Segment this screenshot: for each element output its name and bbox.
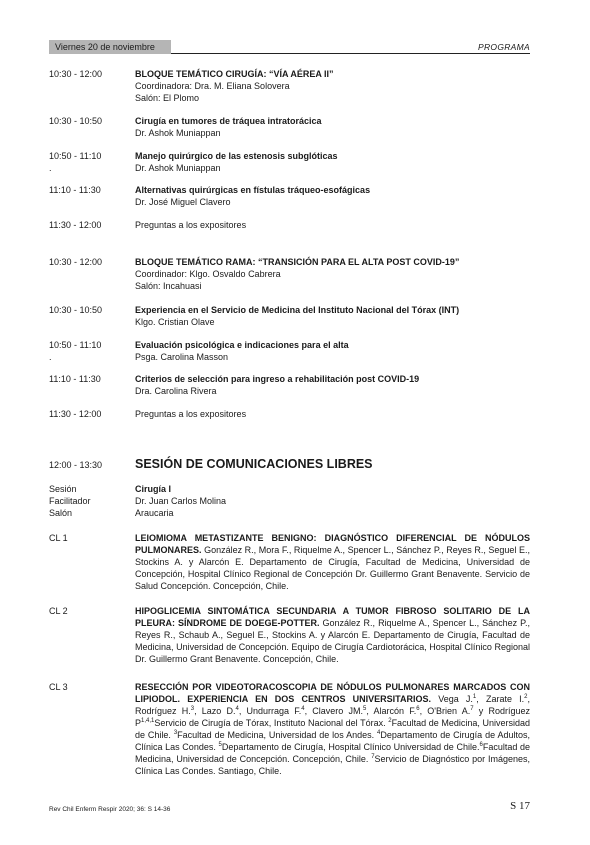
room: Salón: El Plomo (135, 93, 200, 103)
time: 10:50 - 11:10 . (49, 340, 102, 362)
program-talk (49, 219, 530, 231)
abstract-text (135, 605, 530, 665)
speaker: Dr. Ashok Muniappan (135, 128, 221, 138)
abstract-code: CL 1 (49, 533, 68, 543)
talk-title: Preguntas a los expositores (135, 409, 247, 419)
program-talk (49, 150, 530, 174)
talk-title: Experiencia en el Servicio de Medicina del Instituto Nacional del Tórax (INT) (135, 305, 460, 315)
program-talk (49, 304, 530, 328)
session-info (49, 483, 530, 519)
abstract-body: González R., Riquelme A., Spencer L., Sánchez P., Reyes R., Schaub A., Seguel E., Stockins A. y Alarcón E. Departamento de Cirugía, Facultad de Medicina, Universidad de Concepción. Equipo de Cirugía Cardiotorácica, Hospital Clínico Regional Dr. Guillermo Grant Benavente. Concepción, Chile. (135, 618, 531, 664)
talk-title: Cirugía en tumores de tráquea intratorácica (135, 116, 322, 126)
coordinator: Coordinador: Klgo. Osvaldo Cabrera (135, 269, 281, 279)
program-talk (49, 373, 530, 397)
talk-title: Evaluación psicológica e indicaciones para el alta (135, 340, 349, 350)
block-title: BLOQUE TEMÁTICO RAMA: “TRANSICIÓN PARA EL ALTA POST COVID-19” (135, 257, 460, 267)
block-title: BLOQUE TEMÁTICO CIRUGÍA: “VÍA AÉREA II” (135, 69, 334, 79)
talk-title: Preguntas a los expositores (135, 220, 247, 230)
speaker: Dr. Ashok Muniappan (135, 163, 221, 173)
header-section: PROGRAMA (478, 42, 530, 52)
talk-title: Manejo quirúrgico de las estenosis subglóticas (135, 151, 338, 161)
time: 11:10 - 11:30 (49, 374, 101, 384)
abstract-cl3 (49, 681, 530, 777)
coordinator: Coordinadora: Dra. M. Eliana Solovera (135, 81, 290, 91)
program-talk (49, 408, 530, 420)
facilitator-label: Facilitador (49, 496, 91, 506)
talk-title: Alternativas quirúrgicas en fístulas tráqueo-esofágicas (135, 185, 371, 195)
program-talk (49, 115, 530, 139)
time: 10:30 - 12:00 (49, 257, 103, 267)
abstract-cl1 (49, 532, 530, 592)
speaker: Dra. Carolina Rivera (135, 386, 217, 396)
room-label: Salón (49, 508, 73, 518)
time: 11:30 - 12:00 (49, 409, 102, 419)
abstract-code: CL 2 (49, 606, 68, 616)
time: 12:00 - 13:30 (49, 460, 103, 470)
abstract-title: RESECCIÓN POR VIDEOTORACOSCOPIA DE NÓDULOS PULMONARES MARCADOS CON LIPIODOL. EXPERIENCIA EN DOS CENTROS UNIVERSITARIOS. (135, 682, 530, 704)
abstract-cl2 (49, 605, 530, 665)
journal-citation: Rev Chil Enferm Respir 2020; 36: S 14-36 (49, 806, 171, 813)
program-talk (49, 339, 530, 363)
session-value: Cirugía I (135, 484, 172, 494)
speaker: Dr. José Miguel Clavero (135, 197, 231, 207)
abstract-text: RESECCIÓN POR VIDEOTORACOSCOPIA DE NÓDULOS PULMONARES MARCADOS CON LIPIODOL. EXPERIENCIA EN DOS CENTROS UNIVERSITARIOS. Vega J.$^1$, Zarate I.$^2$, Rodríguez H.$^3$, Lazo D.$^4$, Undurraga F.$^4$, Clavero JM.$^5$, Alarcón F.$^6$, O'Brien A.$^7$ y Rodríguez P$^{1,4,1}$Servicio de Cirugía de Tórax, Instituto Nacional del Tórax. $^2$Facultad de Medicina, Universidad de Chile. $^3$Facultad de Medicina, Universidad de los Andes. $^4$Departamento de Cirugía de Adultos, Clínica Las Condes. $^5$Departamento de Cirugía, Hospital Clínico Universidad de Chile.$^6$Facultad de Medicina, Universidad de Concepción. Concepción, Chile. $^7$Servicio de Diagnóstico por Imágenes, Clínica Las Condes. Santiago, Chile. (135, 682, 531, 776)
speaker: Klgo. Cristian Olave (135, 317, 215, 327)
session-label: Sesión (49, 484, 77, 494)
page-number: S 17 (510, 800, 530, 812)
room-value: Araucaria (135, 508, 174, 518)
speaker: Psga. Carolina Masson (135, 352, 229, 362)
abstract-code: CL 3 (49, 682, 68, 692)
program-block-rama (49, 256, 530, 292)
time: 10:50 - 11:10 . (49, 151, 102, 173)
program-block-via-aerea (49, 68, 530, 104)
abstract-title: LEIOMIOMA METASTIZANTE BENIGNO: DIAGNÓSTICO DIFERENCIAL DE NÓDULOS PULMONARES. (135, 533, 530, 555)
facilitator-value: Dr. Juan Carlos Molina (135, 496, 227, 506)
talk-title: Criterios de selección para ingreso a rehabilitación post COVID-19 (135, 374, 420, 384)
header-rule (171, 53, 530, 54)
time: 10:30 - 10:50 (49, 116, 103, 126)
session-header (49, 457, 530, 472)
abstract-text (135, 532, 530, 592)
program-talk (49, 184, 530, 208)
time: 11:10 - 11:30 (49, 185, 101, 195)
room: Salón: Incahuasi (135, 281, 202, 291)
time: 11:30 - 12:00 (49, 220, 102, 230)
abstract-body: González R., Mora F., Riquelme A., Spencer L., Sánchez P., Reyes R., Seguel E., Stockins A. y Alarcón E. Departamento de Cirugía, Facultad de Medicina, Universidad de Concepción, Hospital Clínico Regional de Concepción Dr. Guillermo Grant Benavente. Servicio de Salud Concepción. Concepción, Chile. (135, 545, 530, 591)
header-day: Viernes 20 de noviembre (55, 42, 155, 52)
time: 10:30 - 12:00 (49, 69, 103, 79)
abstract-title: HIPOGLICEMIA SINTOMÁTICA SECUNDARIA A TUMOR FIBROSO SOLITARIO DE LA PLEURA: SÍNDROME DE DOEGE-POTTER. (135, 606, 530, 628)
time: 10:30 - 10:50 (49, 305, 103, 315)
session-title: SESIÓN DE COMUNICACIONES LIBRES (135, 457, 373, 471)
